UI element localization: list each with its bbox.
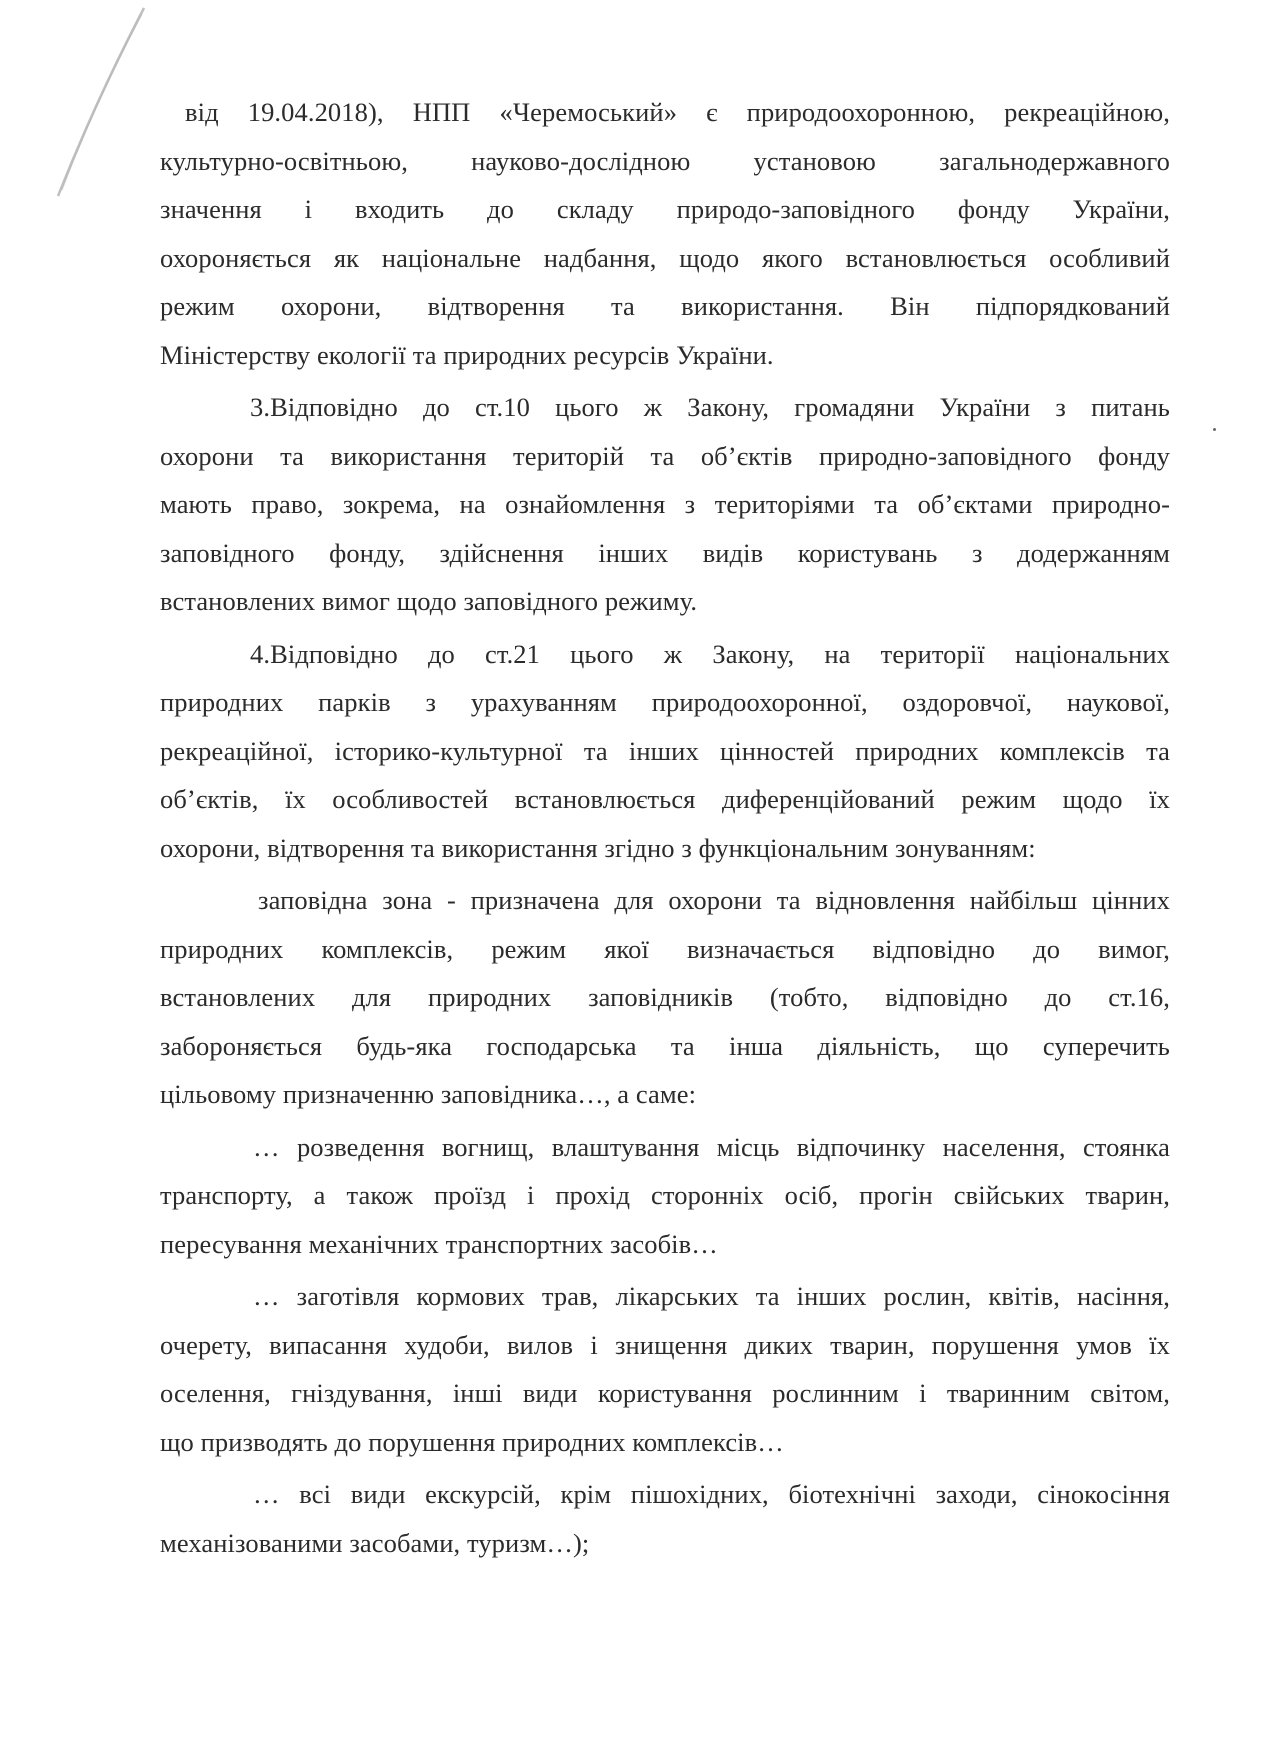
document-body	[160, 88, 1170, 1567]
text-line: заповідного фонду, здійснення інших видів користувань з додержанням	[160, 537, 1170, 568]
text-line: природних комплексів, режим якої визначається відповідно до вимог,	[160, 933, 1170, 964]
text-line: механізованими засобами, туризм…);	[160, 1527, 590, 1558]
text-line: оселення, гніздування, інші види користування рослинним і тваринним світом,	[160, 1378, 1170, 1408]
text-line: забороняється будь-яка господарська та інша діяльність, що суперечить	[160, 1030, 1170, 1061]
text-line: рекреаційної, історико-культурної та інших цінностей природних комплексів та	[160, 735, 1170, 766]
text-line: що призводять до порушення природних комплексів…	[160, 1426, 784, 1457]
text-line: природних парків з урахуванням природоохоронної, оздоровчої, наукової,	[160, 687, 1170, 717]
text-line: заповідна зона - призначена для охорони та відновлення найбільш цінних	[258, 885, 1170, 915]
text-line: охорони, відтворення та використання згідно з функціональним зонуванням:	[160, 832, 1036, 863]
scan-speck	[1213, 428, 1216, 431]
text-line: цільовому призначенню заповідника…, а саме:	[160, 1079, 697, 1109]
text-line: від 19.04.2018), НПП «Черемоський» є природоохоронною, рекреаційною,	[185, 97, 1170, 127]
text-line: культурно-освітньою, науково-дослідною установою загальнодержавного	[160, 145, 1170, 176]
text-line: охорони та використання територій та об’єктів природно-заповідного фонду	[160, 440, 1170, 471]
text-line: 4.Відповідно до ст.21 цього ж Закону, на території національних	[250, 638, 1170, 669]
scan-artifact-line	[52, 0, 147, 200]
text-line: встановлених для природних заповідників (тобто, відповідно до ст.16,	[160, 982, 1170, 1012]
text-line: мають право, зокрема, на ознайомлення з територіями та об’єктами природно-	[160, 489, 1170, 519]
text-line: … всі види екскурсій, крім пішохідних, біотехнічні заходи, сінокосіння	[253, 1479, 1170, 1509]
text-line: пересування механічних транспортних засобів…	[160, 1228, 718, 1259]
text-line: транспорту, а також проїзд і прохід сторонніх осіб, прогін свійських тварин,	[160, 1180, 1170, 1210]
text-line: охороняється як національне надбання, щодо якого встановлюється особливий	[160, 242, 1170, 273]
text-line: об’єктів, їх особливостей встановлюється диференційований режим щодо їх	[160, 784, 1170, 814]
text-line: встановлених вимог щодо заповідного режиму.	[160, 586, 698, 616]
text-line: режим охорони, відтворення та використання. Він підпорядкований	[160, 291, 1170, 321]
text-line: значення і входить до складу природо-заповідного фонду України,	[160, 194, 1170, 224]
text-line: очерету, випасання худоби, вилов і знищення диких тварин, порушення умов їх	[160, 1329, 1170, 1360]
text-line: 3.Відповідно до ст.10 цього ж Закону, громадяни України з питань	[250, 392, 1170, 422]
text-line: … розведення вогнищ, влаштування місць відпочинку населення, стоянка	[253, 1131, 1170, 1162]
text-line: … заготівля кормових трав, лікарських та інших рослин, квітів, насіння,	[253, 1281, 1170, 1311]
text-line: Міністерству екології та природних ресурсів України.	[160, 339, 774, 370]
